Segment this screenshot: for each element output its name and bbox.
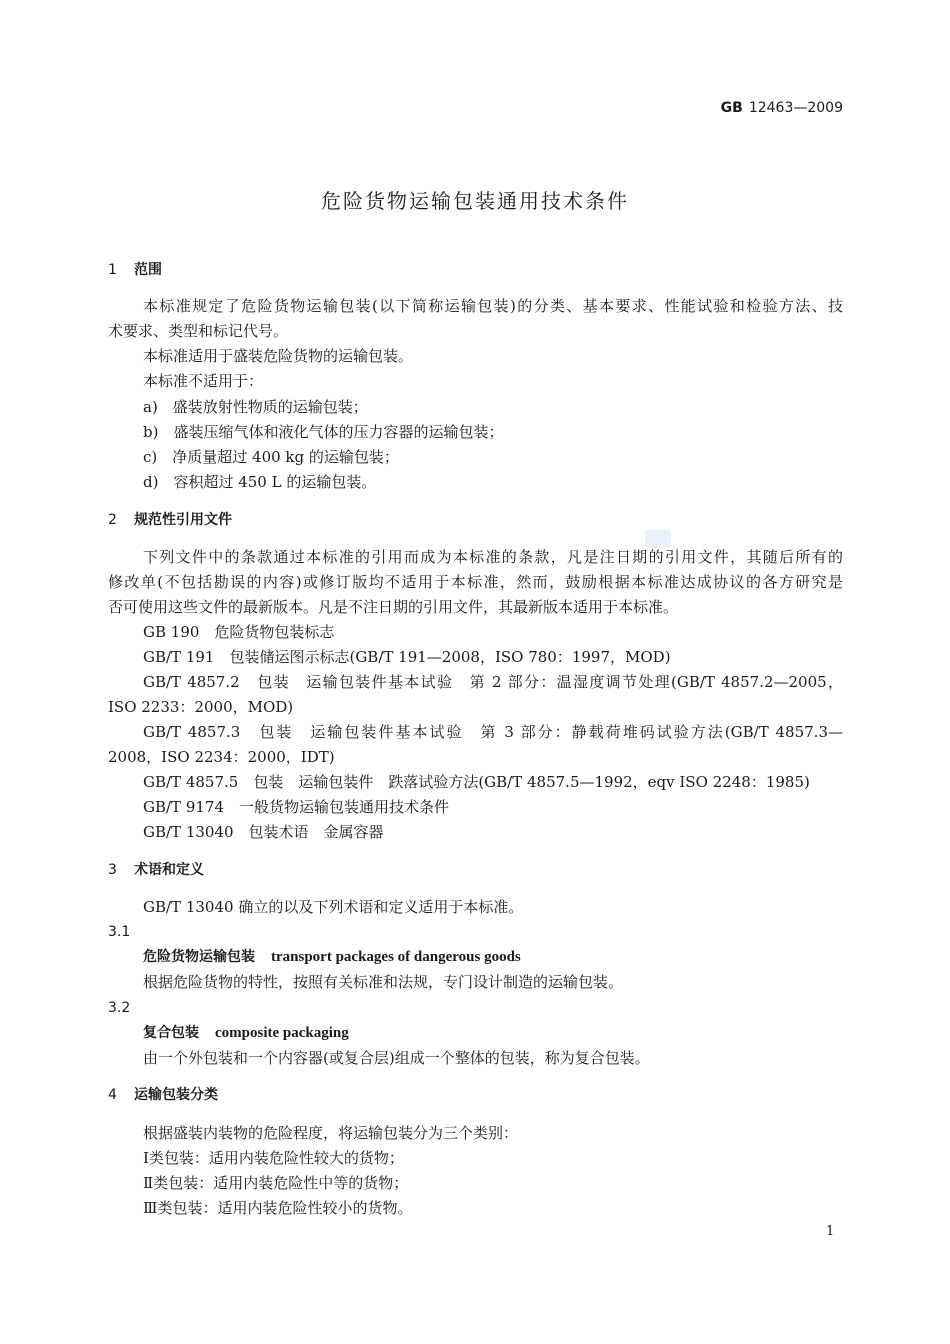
watermark-logo: [645, 530, 671, 548]
section-3-heading: 3 术语和定义: [108, 862, 204, 878]
reference-item: GB/T 4857.5 包装 运输包装件 跌落试验方法(GB/T 4857.5—1992，eqv ISO 2248：1985): [143, 773, 810, 791]
reference-item: GB 190 危险货物包装标志: [143, 623, 335, 641]
term-definition: 根据危险货物的特性，按照有关标准和法规，专门设计制造的运输包装。: [143, 973, 624, 991]
list-item: d) 容积超过 450 L 的运输包装。: [143, 473, 377, 491]
paragraph-line: 本标准规定了危险货物运输包装(以下简称运输包装)的分类、基本要求、性能试验和检验方法、技: [143, 297, 843, 315]
list-item: Ⅱ类包装：适用内装危险性中等的货物；: [143, 1174, 409, 1192]
list-item: a) 盛装放射性物质的运输包装；: [143, 398, 368, 416]
reference-item: GB/T 4857.3 包装 运输包装件基本试验 第 3 部分：静载荷堆码试验方法(GB/T 4857.3—: [143, 723, 843, 741]
document-title: 危险货物运输包装通用技术条件: [321, 189, 629, 213]
paragraph: 本标准不适用于：: [143, 372, 264, 390]
reference-item: GB/T 4857.2 包装 运输包装件基本试验 第 2 部分：温湿度调节处理(GB/T 4857.2—2005，: [143, 673, 843, 691]
paragraph: 根据盛装内装物的危险程度，将运输包装分为三个类别：: [143, 1124, 519, 1142]
reference-item-cont: 2008，ISO 2234：2000，IDT): [108, 748, 335, 766]
reference-item: GB/T 191 包装储运图示标志(GB/T 191—2008，ISO 780：1997，MOD): [143, 648, 671, 666]
page-number: 1: [826, 1224, 835, 1239]
reference-item: GB/T 13040 包装术语 金属容器: [143, 823, 384, 841]
term-number: 3.1: [108, 924, 131, 940]
list-item: c) 净质量超过 400 kg 的运输包装；: [143, 448, 399, 466]
term-number: 3.2: [108, 1000, 131, 1016]
reference-item-cont: ISO 2233：2000，MOD): [108, 698, 294, 716]
section-4-heading: 4 运输包装分类: [108, 1087, 218, 1103]
paragraph: GB/T 13040 确立的以及下列术语和定义适用于本标准。: [143, 898, 524, 916]
term-title: 危险货物运输包装 transport packages of dangerous goods: [143, 949, 521, 965]
term-title: 复合包装 composite packaging: [143, 1025, 349, 1041]
paragraph: 本标准适用于盛装危险货物的运输包装。: [143, 347, 414, 365]
section-2-heading: 2 规范性引用文件: [108, 512, 232, 528]
paragraph-line: 修改单(不包括勘误的内容)或修订版均不适用于本标准，然而，鼓励根据本标准达成协议的各方研究是: [108, 573, 843, 591]
list-item: Ⅲ类包装：适用内装危险性较小的货物。: [143, 1199, 413, 1217]
reference-item: GB/T 9174 一般货物运输包装通用技术条件: [143, 798, 450, 816]
standard-number: GB 12463—2009: [720, 100, 843, 116]
list-item: Ⅰ类包装：适用内装危险性较大的货物；: [143, 1149, 404, 1167]
section-1-heading: 1 范围: [108, 262, 162, 278]
paragraph-line: 下列文件中的条款通过本标准的引用而成为本标准的条款，凡是注日期的引用文件，其随后所有的: [143, 548, 843, 566]
list-item: b) 盛装压缩气体和液化气体的压力容器的运输包装；: [143, 423, 504, 441]
paragraph-line: 术要求、类型和标记代号。: [108, 322, 289, 340]
paragraph-line: 否可使用这些文件的最新版本。凡是不注日期的引用文件，其最新版本适用于本标准。: [108, 598, 679, 616]
term-definition: 由一个外包装和一个内容器(或复合层)组成一个整体的包装，称为复合包装。: [143, 1049, 650, 1067]
